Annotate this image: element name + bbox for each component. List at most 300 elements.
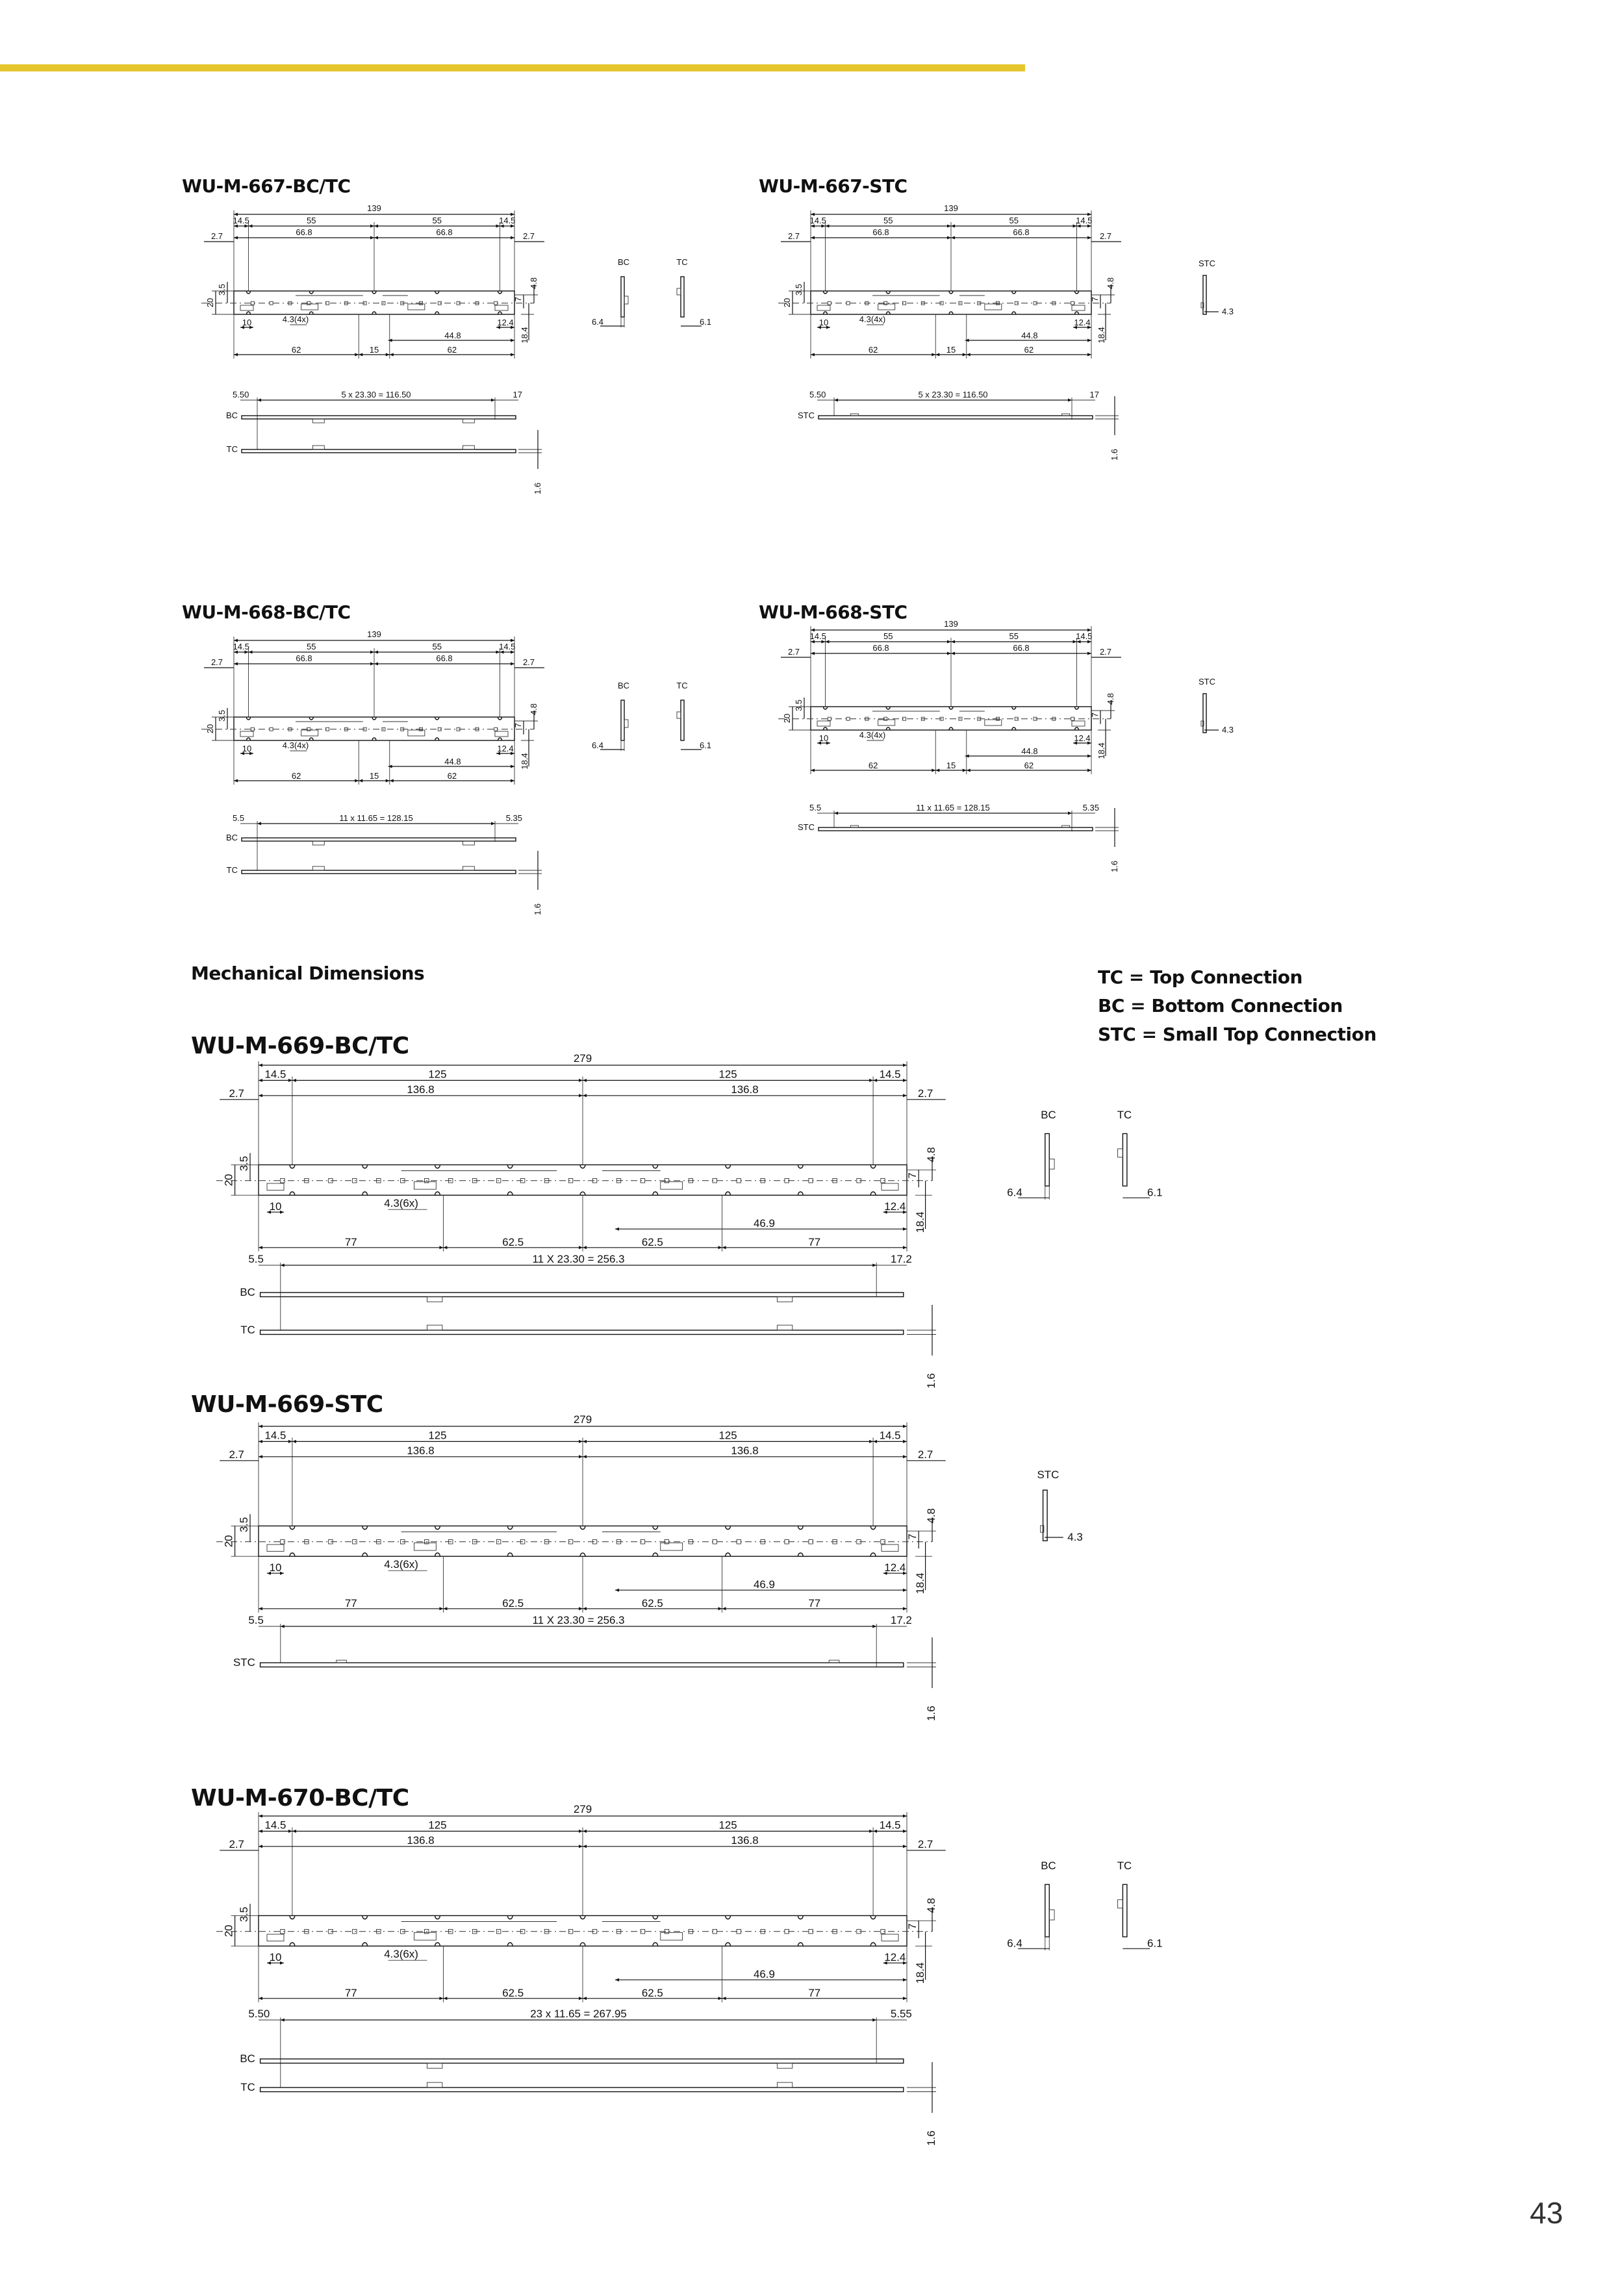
connector-housing [624, 720, 628, 727]
connector-detail-m667bc [592, 257, 711, 327]
top-view-m668bc [201, 629, 544, 785]
dimension-arrow [579, 1997, 583, 2000]
dimension-label: 12.4 [884, 1561, 906, 1574]
dimension-label: 1.6 [533, 903, 542, 916]
led-pad [846, 301, 850, 305]
dimension-arrow [259, 1815, 262, 1818]
dimension-arrow [965, 755, 969, 758]
mounting-notch [798, 1915, 803, 1919]
side-view-m668bc [226, 813, 542, 915]
drawing-title-669-stc: WU-M-669-STC [191, 1391, 383, 1418]
dimension-arrow [511, 662, 514, 666]
dimension-label: 14.5 [264, 1429, 286, 1442]
pcb-outline [259, 1165, 907, 1195]
dimension-arrow [932, 353, 935, 357]
connector-housing [677, 288, 681, 295]
connection-type-label: TC [240, 1324, 255, 1337]
mounting-notch [290, 1165, 295, 1168]
dimension-label: 4.8 [925, 1898, 937, 1913]
dimension-arrow [1087, 339, 1091, 342]
strip-profile [260, 1330, 904, 1335]
dimension-arrow [511, 765, 514, 768]
dimension-arrow [234, 779, 238, 783]
dimension-label: 5.35 [1082, 803, 1099, 813]
connection-type-label: BC [617, 257, 630, 267]
dimension-label: 4.3 [1067, 1531, 1083, 1544]
dimension-label: 1.6 [925, 2130, 937, 2146]
mounting-notch [653, 1943, 658, 1946]
dimension-label: 23 x 11.65 = 267.95 [530, 2008, 627, 2020]
dimension-label: 66.8 [1013, 227, 1030, 237]
dimension-label: 62.5 [641, 1596, 663, 1609]
side-view-m669bc [240, 1253, 937, 1389]
dimension-label: 14.5 [1076, 216, 1093, 225]
dimension-label: 4.8 [1106, 277, 1115, 290]
dimension-label: 55 [432, 642, 442, 651]
dimension-label: 55 [432, 216, 442, 225]
mounting-notch [507, 1943, 513, 1946]
dimension-label: 14.5 [264, 1819, 286, 1832]
connector-detail-m670bc [1007, 1860, 1162, 1950]
strip-profile [260, 1293, 904, 1297]
connector-pad [1072, 305, 1085, 310]
dimension-arrow [903, 1978, 907, 1982]
dimension-arrow [443, 1997, 447, 2000]
dimension-label: 14.5 [264, 1068, 286, 1081]
connection-type-label: STC [233, 1656, 255, 1669]
dimension-arrow [511, 353, 514, 357]
dimension-label: 44.8 [1021, 746, 1038, 756]
dimension-label: 4.8 [925, 1508, 937, 1524]
connection-type-label: STC [1037, 1469, 1059, 1481]
dimension-arrow [281, 1264, 285, 1267]
strip-profile [242, 449, 516, 453]
dimension-label: 139 [944, 203, 958, 213]
dimension-label: 44.8 [1021, 331, 1038, 340]
dimension-label: 5.5 [248, 1253, 264, 1265]
dimension-label: 15 [946, 761, 956, 770]
dimension-label: 62 [1024, 761, 1034, 770]
dimension-label: 3.5 [217, 709, 227, 722]
dimension-label: 4.8 [1106, 692, 1115, 705]
dimension-label: 5 x 23.30 = 116.50 [341, 390, 411, 399]
dimension-arrow [583, 1455, 587, 1458]
dimension-arrow [834, 399, 838, 402]
dimension-arrow [951, 640, 955, 644]
mounting-notch [580, 1165, 585, 1168]
dimension-arrow [722, 1997, 726, 2000]
dimension-label: 125 [718, 1819, 737, 1832]
dimension-label: 125 [428, 1068, 447, 1081]
dimension-label: 10 [269, 1561, 282, 1574]
dimension-label: 2.7 [229, 1837, 244, 1850]
dimension-arrow [234, 353, 238, 357]
dimension-label: 46.9 [754, 1578, 775, 1591]
connector-pad [240, 305, 253, 310]
dimension-label: 17.2 [890, 1253, 912, 1265]
dimension-label: 7 [1090, 713, 1100, 718]
dimension-arrow [511, 236, 514, 240]
dimension-label: 66.8 [296, 227, 312, 237]
mounting-notch [870, 1526, 876, 1529]
led-pad [251, 301, 254, 305]
dimension-arrow [583, 1997, 587, 2000]
drawing-title-668-bc-tc: WU-M-668-BC/TC [182, 601, 351, 623]
dimension-label: 20 [205, 297, 215, 308]
dimension-label: 20 [222, 1174, 235, 1187]
mounting-notch [362, 1192, 368, 1195]
dimension-arrow [951, 652, 955, 655]
dimension-label: 3.5 [217, 283, 227, 296]
dimension-label: 12.4 [884, 1951, 906, 1964]
dimension-arrow [579, 1607, 583, 1610]
led-pad [713, 1178, 717, 1183]
dimension-label: 4.3(4x) [859, 730, 886, 740]
connector-pad [267, 1934, 284, 1941]
dimension-arrow [873, 1440, 877, 1443]
pcb-outline [811, 707, 1091, 730]
dimension-arrow [443, 1246, 447, 1249]
dimension-arrow [355, 353, 359, 357]
dimension-label: 77 [808, 1986, 821, 1999]
dimension-label: 62 [291, 345, 301, 355]
dimension-arrow [583, 1079, 587, 1082]
dimension-label: 18.4 [914, 1572, 926, 1595]
dimension-label: 77 [344, 1235, 357, 1248]
mounting-notch [726, 1553, 731, 1556]
dimension-arrow [903, 1607, 907, 1610]
dimension-label: 66.8 [872, 643, 889, 653]
connector-housing [777, 1297, 792, 1302]
legend-item-bc: BC = Bottom Connection [1098, 995, 1343, 1016]
connector-housing [777, 2063, 792, 2069]
connector-detail-m669bc [1007, 1109, 1162, 1200]
led-pad [713, 1539, 717, 1544]
mounting-notch [653, 1915, 658, 1919]
dimension-label: 12.4 [1074, 733, 1091, 743]
dimension-arrow [374, 662, 378, 666]
dimension-label: 136.8 [407, 1444, 435, 1457]
dimension-arrow [388, 765, 392, 768]
dimension-label: 11 x 11.65 = 128.15 [916, 803, 990, 813]
connector-housing [1049, 1910, 1054, 1920]
connection-type-label: STC [798, 410, 815, 420]
dimension-arrow [583, 1607, 587, 1610]
dimension-label: 62 [868, 761, 878, 770]
dimension-label: 55 [1009, 216, 1019, 225]
dimension-label: 66.8 [436, 653, 453, 663]
dimension-label: 11 X 23.30 = 256.3 [532, 1253, 625, 1265]
dimension-label: 4.3(6x) [384, 1948, 418, 1961]
led-pad [270, 727, 273, 731]
connection-type-label: BC [240, 1286, 255, 1299]
connector-pad [817, 305, 830, 310]
led-pad [828, 301, 831, 305]
dimension-label: 20 [205, 724, 215, 734]
led-pad [353, 1929, 357, 1934]
dimension-label: 139 [367, 629, 381, 639]
dimension-label: 14.5 [809, 631, 826, 641]
strip-profile [260, 1663, 904, 1667]
dimension-arrow [259, 1845, 262, 1848]
connector-pad [882, 1934, 898, 1941]
dimension-label: 66.8 [436, 227, 453, 237]
dimension-arrow [963, 353, 967, 357]
dimension-label: 1.6 [925, 1706, 937, 1721]
side-view-m667bc [226, 390, 542, 494]
dimension-label: 17.2 [890, 1614, 912, 1626]
led-pad [353, 1178, 357, 1183]
dimension-label: 18.4 [1097, 327, 1106, 344]
dimension-arrow [903, 1064, 907, 1067]
drawing-title-667-bc-tc: WU-M-667-BC/TC [182, 175, 351, 197]
dimension-label: 136.8 [407, 1083, 435, 1096]
dimension-arrow [386, 779, 390, 783]
dimension-arrow [722, 1246, 726, 1249]
dimension-label: 15 [369, 345, 379, 355]
dimension-arrow [951, 225, 955, 228]
page-number: 43 [1530, 2196, 1564, 2230]
mounting-notch [580, 1943, 585, 1946]
connector-housing [427, 2063, 442, 2069]
dimension-label: 1.6 [925, 1373, 937, 1389]
dimension-arrow [257, 822, 261, 826]
dimension-label: 7 [906, 1923, 919, 1930]
dimension-label: 62 [447, 771, 457, 781]
dimension-label: 10 [818, 318, 829, 327]
dimension-arrow [967, 769, 971, 772]
mounting-notch [653, 1526, 658, 1529]
mounting-notch [507, 1165, 513, 1168]
dimension-arrow [1087, 236, 1091, 240]
dimension-label: 14.5 [499, 216, 516, 225]
dimension-arrow [259, 1064, 262, 1067]
led-pad [846, 717, 850, 720]
dimension-label: 12.4 [497, 318, 514, 327]
dimension-arrow [386, 353, 390, 357]
dimension-arrow [872, 1625, 876, 1628]
connector-housing [1062, 826, 1070, 827]
dimension-arrow [869, 1079, 873, 1082]
led-pad [353, 1539, 357, 1544]
connection-type-label: STC [1199, 677, 1215, 687]
dimension-label: 12.4 [884, 1200, 906, 1213]
dimension-arrow [583, 1246, 587, 1249]
dimension-arrow [872, 2019, 876, 2022]
led-pad [251, 727, 254, 731]
dimension-arrow [718, 1997, 722, 2000]
connector-pad [495, 305, 508, 310]
dimension-arrow [259, 1425, 262, 1428]
connector-detail-m669stc [1037, 1469, 1083, 1543]
connection-type-label: TC [676, 257, 688, 267]
dimension-label: 17 [1089, 390, 1099, 399]
dimension-arrow [259, 1440, 262, 1443]
dimension-arrow [288, 1830, 292, 1833]
dimension-arrow [583, 1440, 587, 1443]
dimension-label: 136.8 [731, 1834, 759, 1847]
dimension-label: 139 [944, 619, 958, 629]
connector-detail-m667stc [1199, 259, 1234, 316]
dimension-label: 62.5 [641, 1986, 663, 1999]
dimension-label: 62 [447, 345, 457, 355]
dimension-label: 7 [906, 1172, 919, 1179]
strip-edge [1123, 1133, 1127, 1186]
dimension-arrow [1068, 812, 1072, 815]
dimension-arrow [390, 353, 394, 357]
connection-type-label: BC [225, 833, 238, 842]
connection-type-label: BC [1041, 1109, 1056, 1121]
mounting-notch [435, 1192, 440, 1195]
strip-profile [242, 870, 516, 874]
mounting-notch [726, 1943, 731, 1946]
connector-housing [463, 841, 474, 845]
dimension-label: 77 [808, 1596, 821, 1609]
mounting-notch [507, 1553, 513, 1556]
dimension-arrow [903, 1830, 907, 1833]
dimension-label: 10 [269, 1951, 282, 1964]
dimension-label: 2.7 [229, 1448, 244, 1461]
dimension-arrow [579, 1440, 583, 1443]
dimension-arrow [1087, 755, 1091, 758]
dimension-label: 2.7 [522, 657, 535, 667]
dimension-label: 2.7 [787, 647, 800, 657]
strip-profile [818, 416, 1093, 419]
dimension-label: 14.5 [499, 642, 516, 651]
dimension-arrow [259, 1455, 262, 1458]
dimension-label: 3.5 [238, 1906, 250, 1923]
dimension-label: 2.7 [917, 1448, 933, 1461]
dimension-arrow [1087, 769, 1091, 772]
dimension-label: 2.7 [1099, 231, 1112, 241]
dimension-label: 4.3(4x) [282, 740, 309, 750]
dimension-label: 2.7 [1099, 647, 1112, 657]
top-view-m669bc [216, 1052, 946, 1252]
dimension-label: 1.6 [1110, 860, 1119, 873]
mounting-notch [290, 1192, 295, 1195]
dimension-arrow [963, 769, 967, 772]
dimension-label: 2.7 [917, 1087, 933, 1100]
pcb-outline [811, 291, 1091, 314]
dimension-label: 5.5 [233, 813, 245, 823]
dimension-label: 62 [868, 345, 878, 355]
dimension-label: 62 [291, 771, 301, 781]
dimension-arrow [292, 1079, 296, 1082]
dimension-label: 6.4 [591, 317, 604, 327]
connector-housing [463, 866, 474, 870]
dimension-arrow [903, 1440, 907, 1443]
section-title: Mechanical Dimensions [191, 963, 425, 984]
strip-profile [242, 838, 516, 841]
dimension-arrow [903, 1815, 907, 1818]
dimension-arrow [579, 1830, 583, 1833]
dimension-arrow [583, 1830, 587, 1833]
dimension-label: 4.3(4x) [859, 314, 886, 324]
dimension-label: 5 x 23.30 = 116.50 [918, 390, 988, 399]
dimension-arrow [965, 339, 969, 342]
dimension-arrow [583, 1094, 587, 1097]
strip-profile [260, 2059, 904, 2063]
dimension-arrow [439, 1997, 443, 2000]
legend-item-tc: TC = Top Connection [1098, 966, 1302, 988]
dimension-label: 5.50 [809, 390, 826, 399]
mounting-notch [798, 1943, 803, 1946]
mounting-notch [798, 1165, 803, 1168]
connector-detail-m668bc [592, 681, 711, 751]
connection-type-label: TC [226, 444, 238, 454]
led-pad [494, 301, 498, 305]
dimension-label: 20 [222, 1924, 235, 1937]
dimension-label: 66.8 [296, 653, 312, 663]
dimension-label: 14.5 [879, 1068, 901, 1081]
mounting-notch [726, 1165, 731, 1168]
dimension-label: 20 [782, 297, 792, 308]
mounting-notch [507, 1192, 513, 1195]
dimension-label: 6.1 [1147, 1186, 1163, 1199]
dimension-label: 3.5 [238, 1517, 250, 1533]
mounting-notch [726, 1915, 731, 1919]
dimension-label: 46.9 [754, 1968, 775, 1981]
dimension-label: 62.5 [502, 1235, 524, 1248]
dimension-label: 5.5 [809, 803, 822, 813]
mounting-notch [290, 1526, 295, 1529]
pcb-outline [234, 717, 514, 740]
connector-housing [427, 1297, 442, 1302]
dimension-arrow [903, 1589, 907, 1592]
dimension-label: 6.4 [591, 740, 604, 750]
dimension-arrow [967, 353, 971, 357]
component [661, 1543, 683, 1550]
mounting-notch [798, 1192, 803, 1195]
dimension-arrow [903, 1079, 907, 1082]
mounting-notch [726, 1192, 731, 1195]
dimension-arrow [903, 1246, 907, 1249]
dimension-label: 55 [306, 642, 316, 651]
dimension-arrow [873, 1830, 877, 1833]
dimension-arrow [579, 1079, 583, 1082]
component [661, 1932, 683, 1940]
dimension-arrow [583, 1845, 587, 1848]
mounting-notch [435, 1526, 440, 1529]
mounting-notch [726, 1526, 731, 1529]
dimension-arrow [491, 822, 495, 826]
dimension-label: 5.50 [233, 390, 249, 399]
led-pad [270, 301, 273, 305]
dimension-arrow [374, 236, 378, 240]
dimension-label: 20 [782, 713, 792, 724]
mounting-notch [435, 1165, 440, 1168]
dimension-label: 2.7 [787, 231, 800, 241]
top-view-m667bc [201, 203, 544, 359]
dimension-label: 5.50 [248, 2008, 270, 2020]
dimension-arrow [947, 652, 951, 655]
strip-edge [621, 700, 624, 740]
dimension-label: 7 [513, 297, 523, 302]
dimension-label: 15 [369, 771, 379, 781]
drawing-title-668-stc: WU-M-668-STC [759, 601, 907, 623]
dimension-label: 5.55 [890, 2008, 912, 2020]
dimension-arrow [718, 1246, 722, 1249]
dimension-arrow [355, 779, 359, 783]
dimension-arrow [370, 236, 374, 240]
strip-edge [1203, 275, 1206, 314]
side-view-m667stc [798, 390, 1119, 460]
dimension-arrow [259, 1997, 262, 2000]
dimension-arrow [491, 399, 495, 402]
dimension-label: 14.5 [233, 216, 249, 225]
connector-housing [463, 419, 474, 423]
dimension-label: 7 [513, 723, 523, 728]
